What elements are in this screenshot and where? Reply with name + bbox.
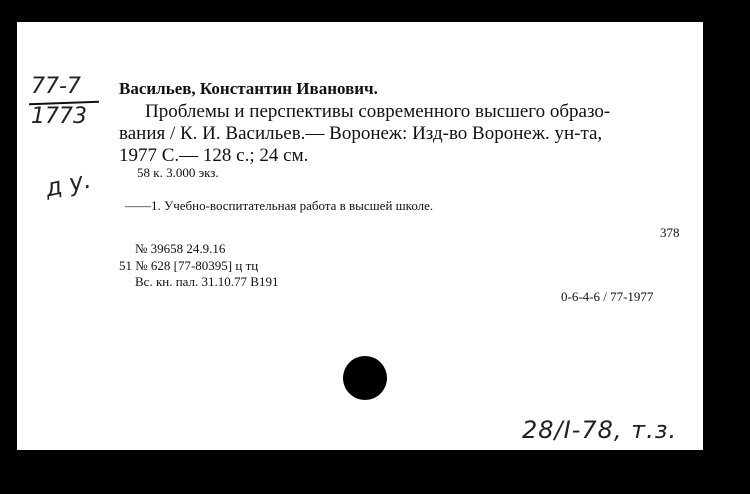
catalog-note: Вс. кн. пал. 31.10.77 В191 — [135, 274, 279, 289]
subject-entry: ——1. Учебно-воспитательная работа в высшей школе. — [125, 198, 434, 213]
title-line-2: вания / К. И. Васильев.— Воронеж: Изд-во Воронеж. ун-та, — [119, 123, 603, 144]
card-punch-hole — [343, 356, 387, 400]
price-run: 58 к. 3.000 экз. — [137, 165, 219, 180]
catalog-card — [17, 22, 703, 450]
title-line-1: Проблемы и перспективы современного высшего образо- — [145, 101, 611, 122]
index-code: 0-6-4-6 / 77-1977 — [561, 289, 654, 304]
author-heading: Васильев, Константин Иванович. — [119, 79, 378, 98]
handwritten-footer: 28/I-78, т.з. — [522, 416, 678, 444]
order-number: 51 № 628 [77-80395] ц тц — [119, 258, 259, 273]
call-number-bottom: 1773 — [31, 104, 87, 129]
classification: 378 — [660, 225, 680, 240]
call-number-top: 77-7 — [31, 74, 81, 99]
record-number: № 39658 24.9.16 — [135, 241, 226, 256]
side-marks: д у. — [42, 165, 94, 203]
title-line-3: 1977 С.— 128 с.; 24 см. — [119, 145, 309, 166]
